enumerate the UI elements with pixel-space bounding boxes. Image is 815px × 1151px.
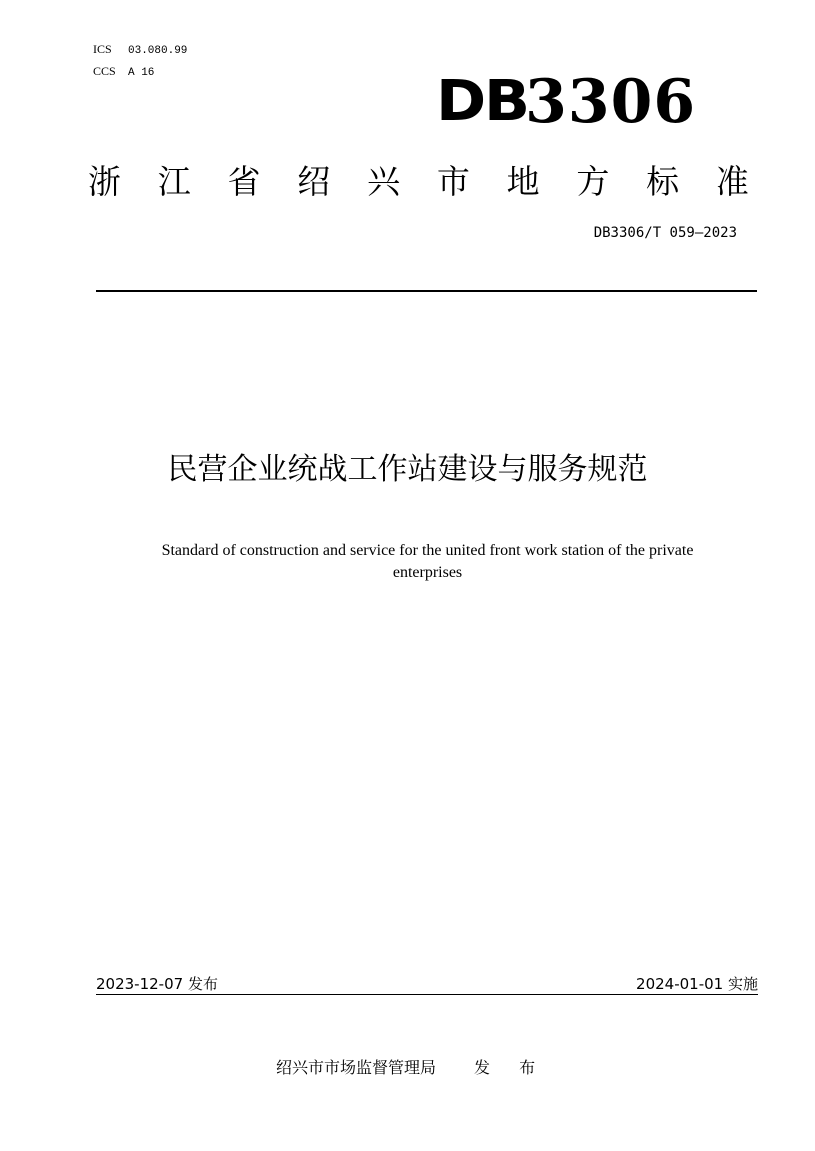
date-row	[96, 973, 758, 994]
db-logo	[436, 67, 697, 137]
standard-number: DB3306/T 059—2023	[593, 225, 737, 241]
standard-type-char: 兴	[367, 161, 401, 201]
bottom-divider	[96, 994, 758, 995]
standard-type-heading	[88, 155, 749, 203]
ics-label: ICS	[93, 42, 112, 56]
standard-type-char: 浙	[88, 161, 121, 201]
ccs-code-row	[93, 60, 187, 82]
ics-value: 03.080.99	[128, 45, 188, 57]
issuer-spacer	[436, 1055, 474, 1078]
standard-type-char: 方	[576, 161, 610, 201]
ics-code-row	[93, 38, 187, 60]
standard-type-char: 省	[227, 161, 261, 201]
logo-prefix: DB	[436, 69, 528, 134]
issuer-action: 发 布	[474, 1058, 548, 1077]
issuer-name: 绍兴市市场监督管理局	[276, 1058, 437, 1077]
english-title-line-1: Standard of construction and service for the united front work station of the private	[161, 542, 694, 559]
standard-type-char: 地	[506, 161, 540, 201]
issue-date: 2023-12-07 发布	[96, 975, 218, 993]
top-divider	[96, 290, 757, 292]
logo-number: 3306	[525, 67, 697, 137]
ccs-value: A 16	[128, 67, 155, 79]
standard-type-char: 江	[157, 161, 191, 201]
english-title	[100, 540, 755, 584]
implement-date: 2024-01-01 实施	[636, 975, 758, 993]
chinese-title: 民营企业统战工作站建设与服务规范	[167, 452, 648, 487]
ccs-label: CCS	[93, 64, 116, 78]
standard-type-char: 标	[646, 161, 680, 201]
standard-type-char: 市	[436, 161, 470, 201]
classification-codes	[93, 38, 187, 82]
standard-type-char: 绍	[297, 161, 331, 201]
english-title-line-2: enterprises	[392, 564, 463, 581]
issuer-line	[276, 1055, 547, 1078]
standard-type-char: 准	[715, 161, 749, 201]
